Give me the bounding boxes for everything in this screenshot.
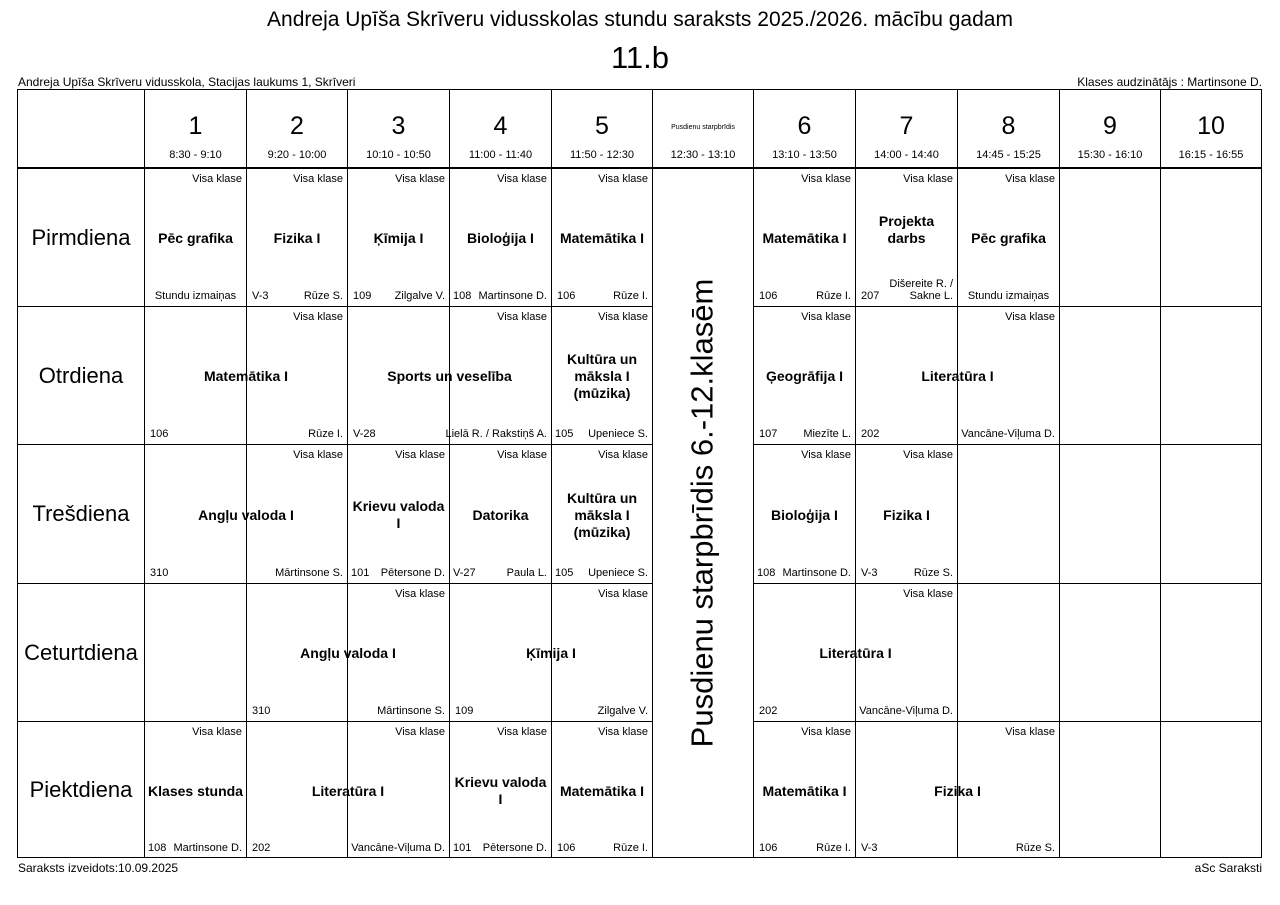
lesson-cell[interactable]: Visa klase Fizika I V-3 Rūze S. [856, 445, 958, 584]
lesson-cell[interactable]: Visa klase Literatūra I 202 Vancāne-Viļuma D. [856, 307, 1060, 445]
lesson-cell[interactable]: Visa klase Datorika V-27 Paula L. [450, 445, 552, 584]
lesson-cell[interactable]: Visa klase Krievu valoda I 101 Pētersone D. [450, 722, 552, 858]
lesson-cell[interactable]: Visa klase Pēc grafika Stundu izmaiņas [958, 169, 1060, 307]
timetable-grid [17, 89, 1262, 858]
lesson-cell[interactable]: Visa klase Sports un veselība V-28 Lielā R. / Rakstiņš A. [348, 307, 552, 445]
period-header-9: 9 15:30 - 16:10 [1077, 112, 1143, 161]
lesson-cell[interactable]: Visa klase Pēc grafika Stundu izmaiņas [145, 169, 247, 307]
lesson-cell[interactable]: Visa klase Klases stunda 108 Martinsone D. [145, 722, 247, 858]
period-header-1: 1 8:30 - 9:10 [169, 112, 222, 161]
lesson-cell[interactable]: Visa klase Fizika I V-3 Rūze S. [247, 169, 348, 307]
lesson-cell[interactable]: Visa klase Fizika I V-3 Rūze S. [856, 722, 1060, 858]
day-label-thursday: Ceturtdiena [24, 639, 138, 665]
lesson-cell[interactable]: Visa klase Bioloģija I 108 Martinsone D. [450, 169, 552, 307]
day-label-tuesday: Otrdiena [38, 362, 124, 388]
period-header-10: 10 16:15 - 16:55 [1178, 112, 1244, 161]
lunch-break-label: Pusdienu starpbrīdis 6.-12.klasēm [684, 278, 719, 748]
lesson-cell[interactable]: Visa klase Matemātika I 106 Rūze I. [754, 169, 856, 307]
period-header-lunch: Pusdienu starpbrīdis 12:30 - 13:10 [670, 124, 736, 161]
lesson-cell[interactable]: Visa klase Ķīmija I 109 Zilgalve V. [348, 169, 450, 307]
class-name: 11.b [610, 40, 670, 75]
lesson-cell[interactable]: Visa klase Kultūra un māksla I (mūzika) 105 Upeniece S. [552, 307, 653, 445]
day-label-friday: Piektdiena [29, 777, 133, 802]
lesson-cell[interactable]: Visa klase Literatūra I 202 Vancāne-Viļuma D. [754, 584, 958, 722]
lesson-cell[interactable]: Visa klase Matemātika I 106 Rūze I. [145, 307, 348, 445]
class-teacher: Klases audzinātājs : Martinsone D. [1077, 75, 1262, 89]
lesson-cell[interactable]: Visa klase Literatūra I 202 Vancāne-Viļuma D. [247, 722, 450, 858]
period-header-8: 8 14:45 - 15:25 [976, 112, 1041, 161]
lesson-cell[interactable]: Visa klase Matemātika I 106 Rūze I. [754, 722, 856, 858]
period-header-6: 6 13:10 - 13:50 [772, 112, 837, 161]
lesson-cell[interactable]: Visa klase Ķīmija I 109 Zilgalve V. [450, 584, 653, 722]
timetable-title: Andreja Upīša Skrīveru vidusskolas stundu saraksts 2025./2026. mācību gadam [267, 8, 1013, 31]
lesson-cell[interactable]: Visa klase Krievu valoda I 101 Pētersone D. [348, 445, 450, 584]
lesson-cell[interactable]: Visa klase Matemātika I 106 Rūze I. [552, 722, 653, 858]
lesson-cell[interactable]: Visa klase Angļu valoda I 310 Mārtinsone S. [247, 584, 450, 722]
lesson-cell[interactable]: Visa klase Ģeogrāfija I 107 Miezīte L. [754, 307, 856, 445]
period-header-5: 5 11:50 - 12:30 [569, 112, 634, 161]
software-credit: aSc Saraksti [1194, 861, 1262, 875]
school-address: Andreja Upīša Skrīveru vidusskola, Stacijas laukums 1, Skrīveri [18, 75, 356, 89]
period-header-2: 2 9:20 - 10:00 [267, 112, 327, 161]
period-header-7: 7 14:00 - 14:40 [874, 112, 939, 161]
period-header-4: 4 11:00 - 11:40 [468, 112, 533, 161]
lesson-cell[interactable]: Visa klase Angļu valoda I 310 Mārtinsone S. [145, 445, 348, 584]
day-label-monday: Pirmdiena [31, 224, 131, 250]
lesson-cell[interactable]: Visa klase Matemātika I 106 Rūze I. [552, 169, 653, 307]
day-label-wednesday: Trešdiena [32, 501, 130, 526]
created-date: Saraksts izveidots:10.09.2025 [18, 861, 179, 875]
period-header-3: 3 10:10 - 10:50 [366, 112, 431, 161]
lesson-cell[interactable]: Visa klase Projekta darbs 207 Dišereite R. / Sakne L. [856, 169, 958, 307]
lesson-cell[interactable]: Visa klase Kultūra un māksla I (mūzika) 105 Upeniece S. [552, 445, 653, 584]
lesson-cell[interactable]: Visa klase Bioloģija I 108 Martinsone D. [754, 445, 856, 584]
